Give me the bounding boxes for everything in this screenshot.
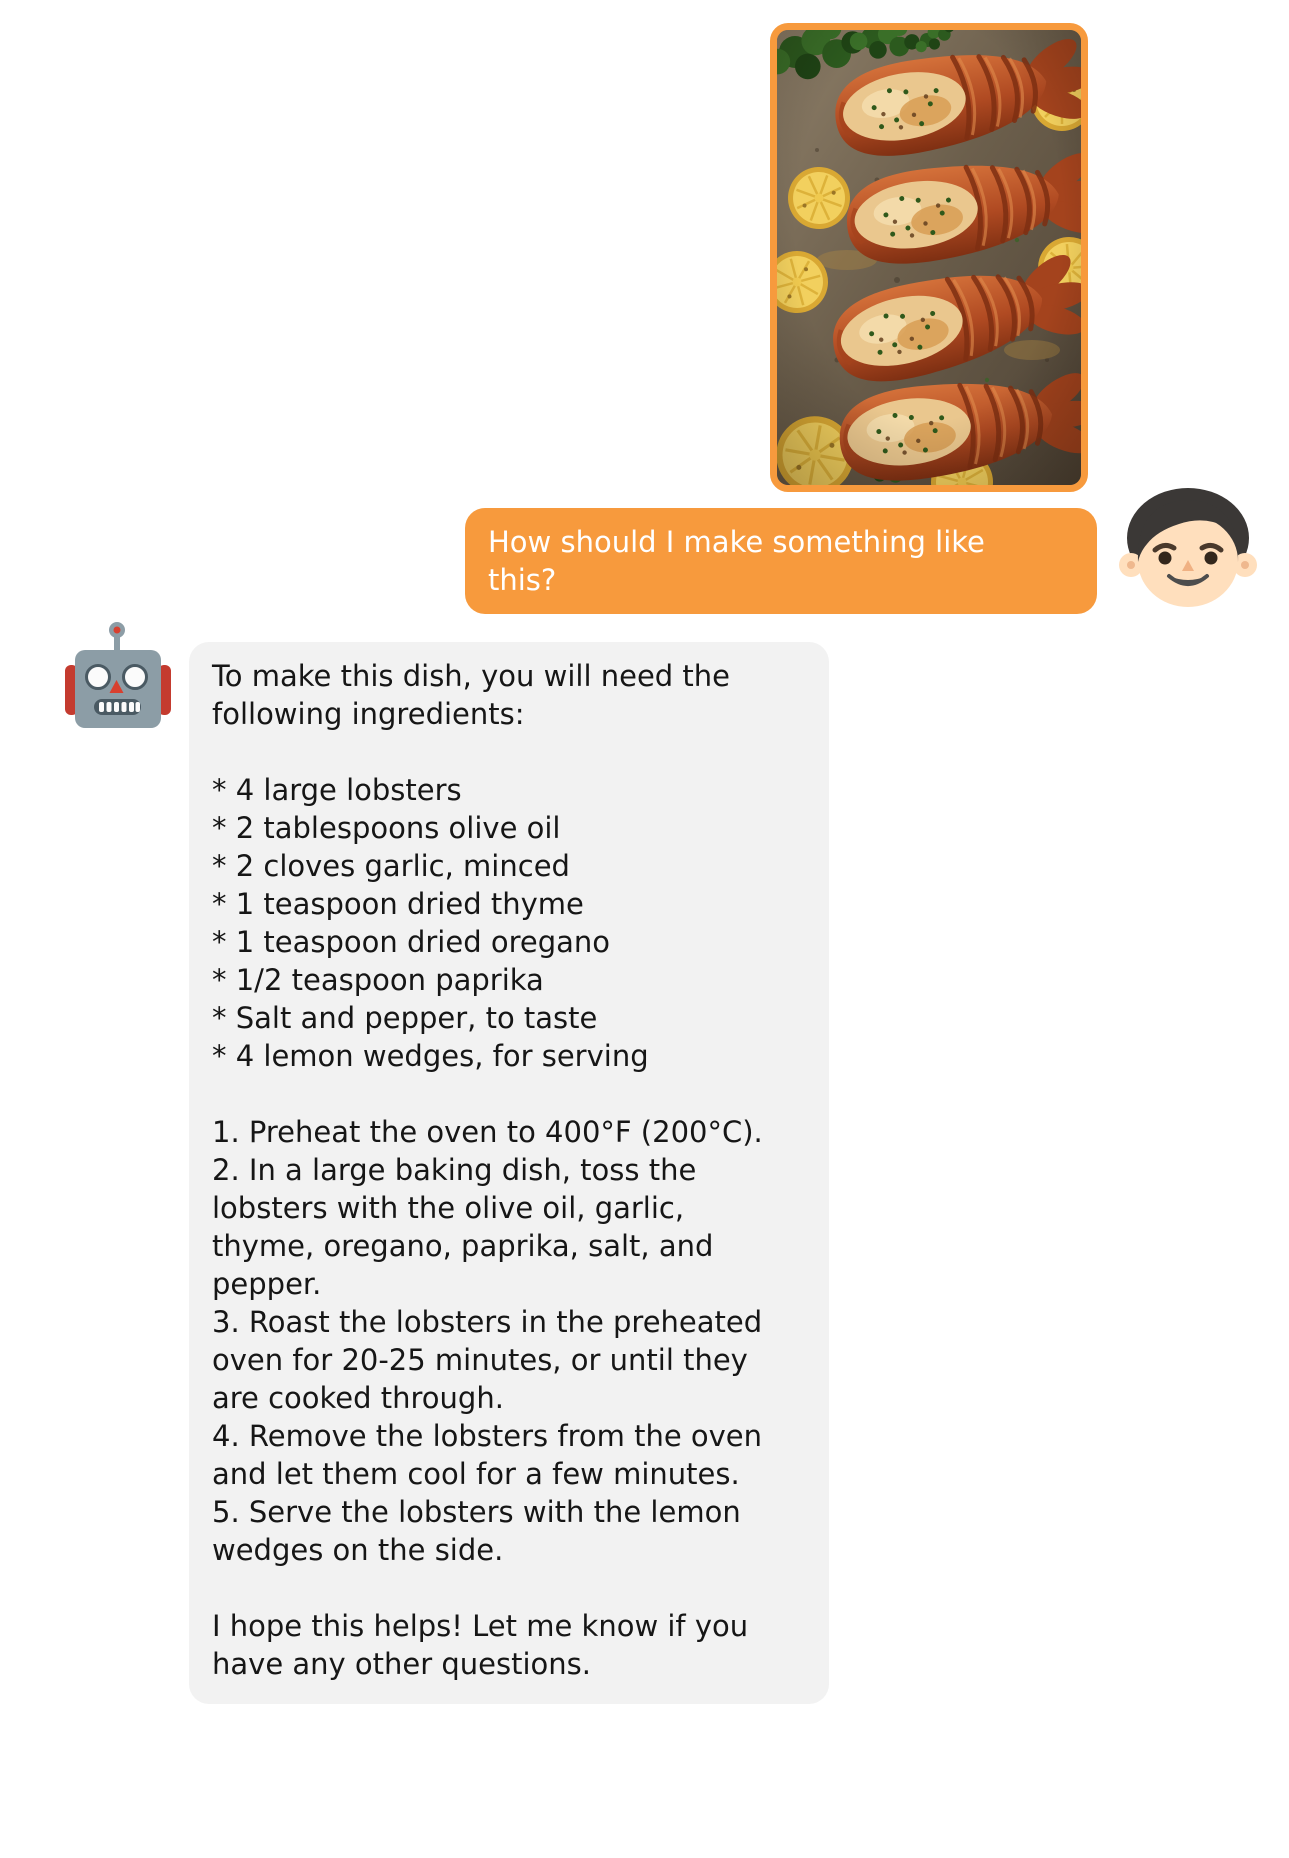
boy-face-icon [1113,484,1263,614]
ingredient-item: * 2 tablespoons olive oil [212,811,561,845]
bot-message-bubble [189,642,829,1704]
lobster-tails-photo [777,30,1081,485]
step-item: 4. Remove the lobsters from the oven and let them cool for a few minutes. [212,1419,763,1491]
step-item: 5. Serve the lobsters with the lemon wedges on the side. [212,1495,741,1567]
user-message-bubble [465,508,1097,614]
user-image-attachment[interactable] [770,23,1088,492]
ingredient-list [212,771,792,1075]
step-list [212,1113,792,1569]
ingredient-item: * 1/2 teaspoon paprika [212,963,544,997]
robot-face-icon [63,620,173,740]
step-item: 3. Roast the lobsters in the preheated oven for 20-25 minutes, or until they are cooked through. [212,1305,763,1415]
step-item: 1. Preheat the oven to 400°F (200°C). [212,1115,763,1149]
bot-intro-text: To make this dish, you will need the following ingredients: [212,659,731,731]
user-avatar [1113,484,1263,614]
ingredient-item: * 4 lemon wedges, for serving [212,1039,649,1073]
ingredient-item: * 1 teaspoon dried thyme [212,887,584,921]
step-item: 2. In a large baking dish, toss the lobsters with the olive oil, garlic, thyme, oregano, paprika, salt, and pepper. [212,1153,714,1301]
bot-outro-text: I hope this helps! Let me know if you have any other questions. [212,1609,749,1681]
user-message-text: How should I make something like this? [488,525,985,597]
ingredient-item: * 1 teaspoon dried oregano [212,925,610,959]
bot-avatar [63,620,173,740]
ingredient-item: * 4 large lobsters [212,773,462,807]
ingredient-item: * Salt and pepper, to taste [212,1001,598,1035]
ingredient-item: * 2 cloves garlic, minced [212,849,570,883]
